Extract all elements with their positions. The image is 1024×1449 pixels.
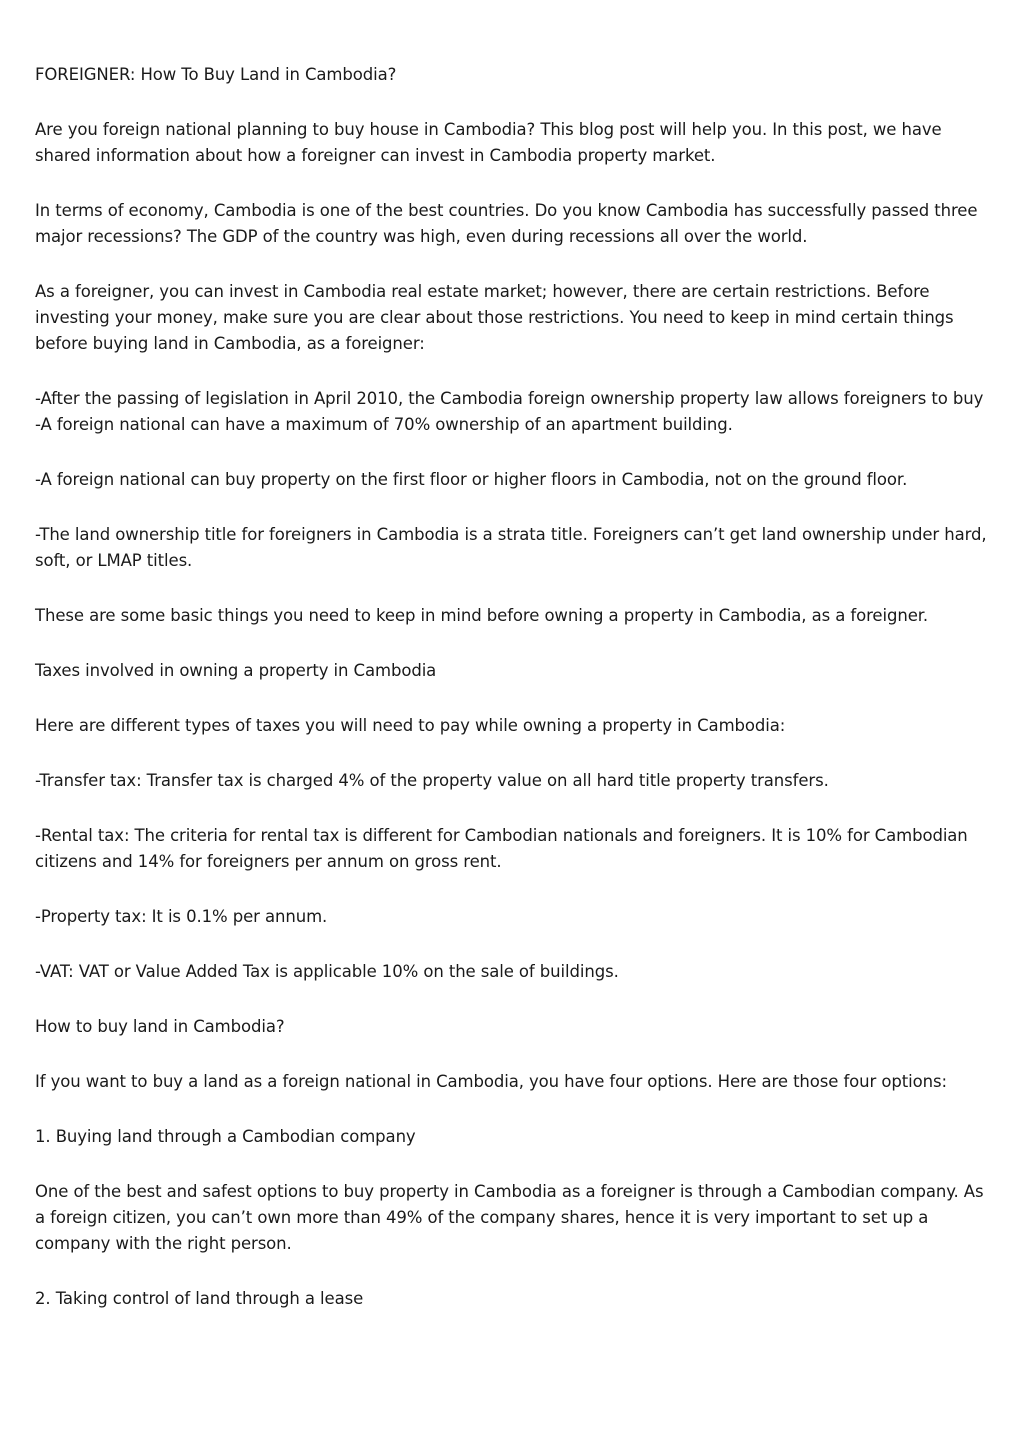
option-1-heading: 1. Buying land through a Cambodian company — [35, 1127, 416, 1146]
tax-item-vat: -VAT: VAT or Value Added Tax is applicable 10% on the sale of buildings. — [35, 962, 619, 981]
restriction-item-title: -The land ownership title for foreigners in Cambodia is a strata title. Foreigners can’t get land ownership under hard, soft, or LMAP titles. — [35, 525, 987, 570]
document-body — [35, 62, 990, 1341]
tax-item-transfer: -Transfer tax: Transfer tax is charged 4% of the property value on all hard title property transfers. — [35, 771, 829, 790]
option-2-heading: 2. Taking control of land through a lease — [35, 1289, 364, 1308]
restrictions-summary: These are some basic things you need to keep in mind before owning a property in Cambodia, as a foreigner. — [35, 606, 929, 625]
options-intro: If you want to buy a land as a foreign national in Cambodia, you have four options. Here are those four options: — [35, 1072, 947, 1091]
tax-item-property: -Property tax: It is 0.1% per annum. — [35, 907, 328, 926]
option-1-paragraph: One of the best and safest options to buy property in Cambodia as a foreigner is through a Cambodian company. As a foreign citizen, you can’t own more than 49% of the company shares, hence it is very important to set up a company with the right person. — [35, 1182, 984, 1253]
tax-item-rental: -Rental tax: The criteria for rental tax is different for Cambodian nationals and foreigners. It is 10% for Cambodian citizens and 14% for foreigners per annum on gross rent. — [35, 826, 968, 871]
intro-paragraph: Are you foreign national planning to buy house in Cambodia? This blog post will help you. In this post, we have shared information about how a foreigner can invest in Cambodia property market. — [35, 120, 942, 165]
document-title: FOREIGNER: How To Buy Land in Cambodia? — [35, 65, 397, 84]
restriction-item-floors: -A foreign national can buy property on the first floor or higher floors in Cambodia, not on the ground floor. — [35, 470, 908, 489]
restriction-item-legislation: -After the passing of legislation in April 2010, the Cambodia foreign ownership property law allows foreigners to buy -A foreign national can have a maximum of 70% ownership of an apartment building. — [35, 389, 984, 434]
economy-paragraph: In terms of economy, Cambodia is one of the best countries. Do you know Cambodia has successfully passed three major recessions? The GDP of the country was high, even during recessions all over the world. — [35, 201, 978, 246]
taxes-intro: Here are different types of taxes you will need to pay while owning a property in Cambodia: — [35, 716, 786, 735]
restrictions-paragraph: As a foreigner, you can invest in Cambodia real estate market; however, there are certain restrictions. Before investing your money, make sure you are clear about those restrictions. You need to keep in mind certain things before buying land in Cambodia, as a foreigner: — [35, 282, 954, 353]
buy-land-heading: How to buy land in Cambodia? — [35, 1017, 285, 1036]
taxes-heading: Taxes involved in owning a property in Cambodia — [35, 661, 437, 680]
